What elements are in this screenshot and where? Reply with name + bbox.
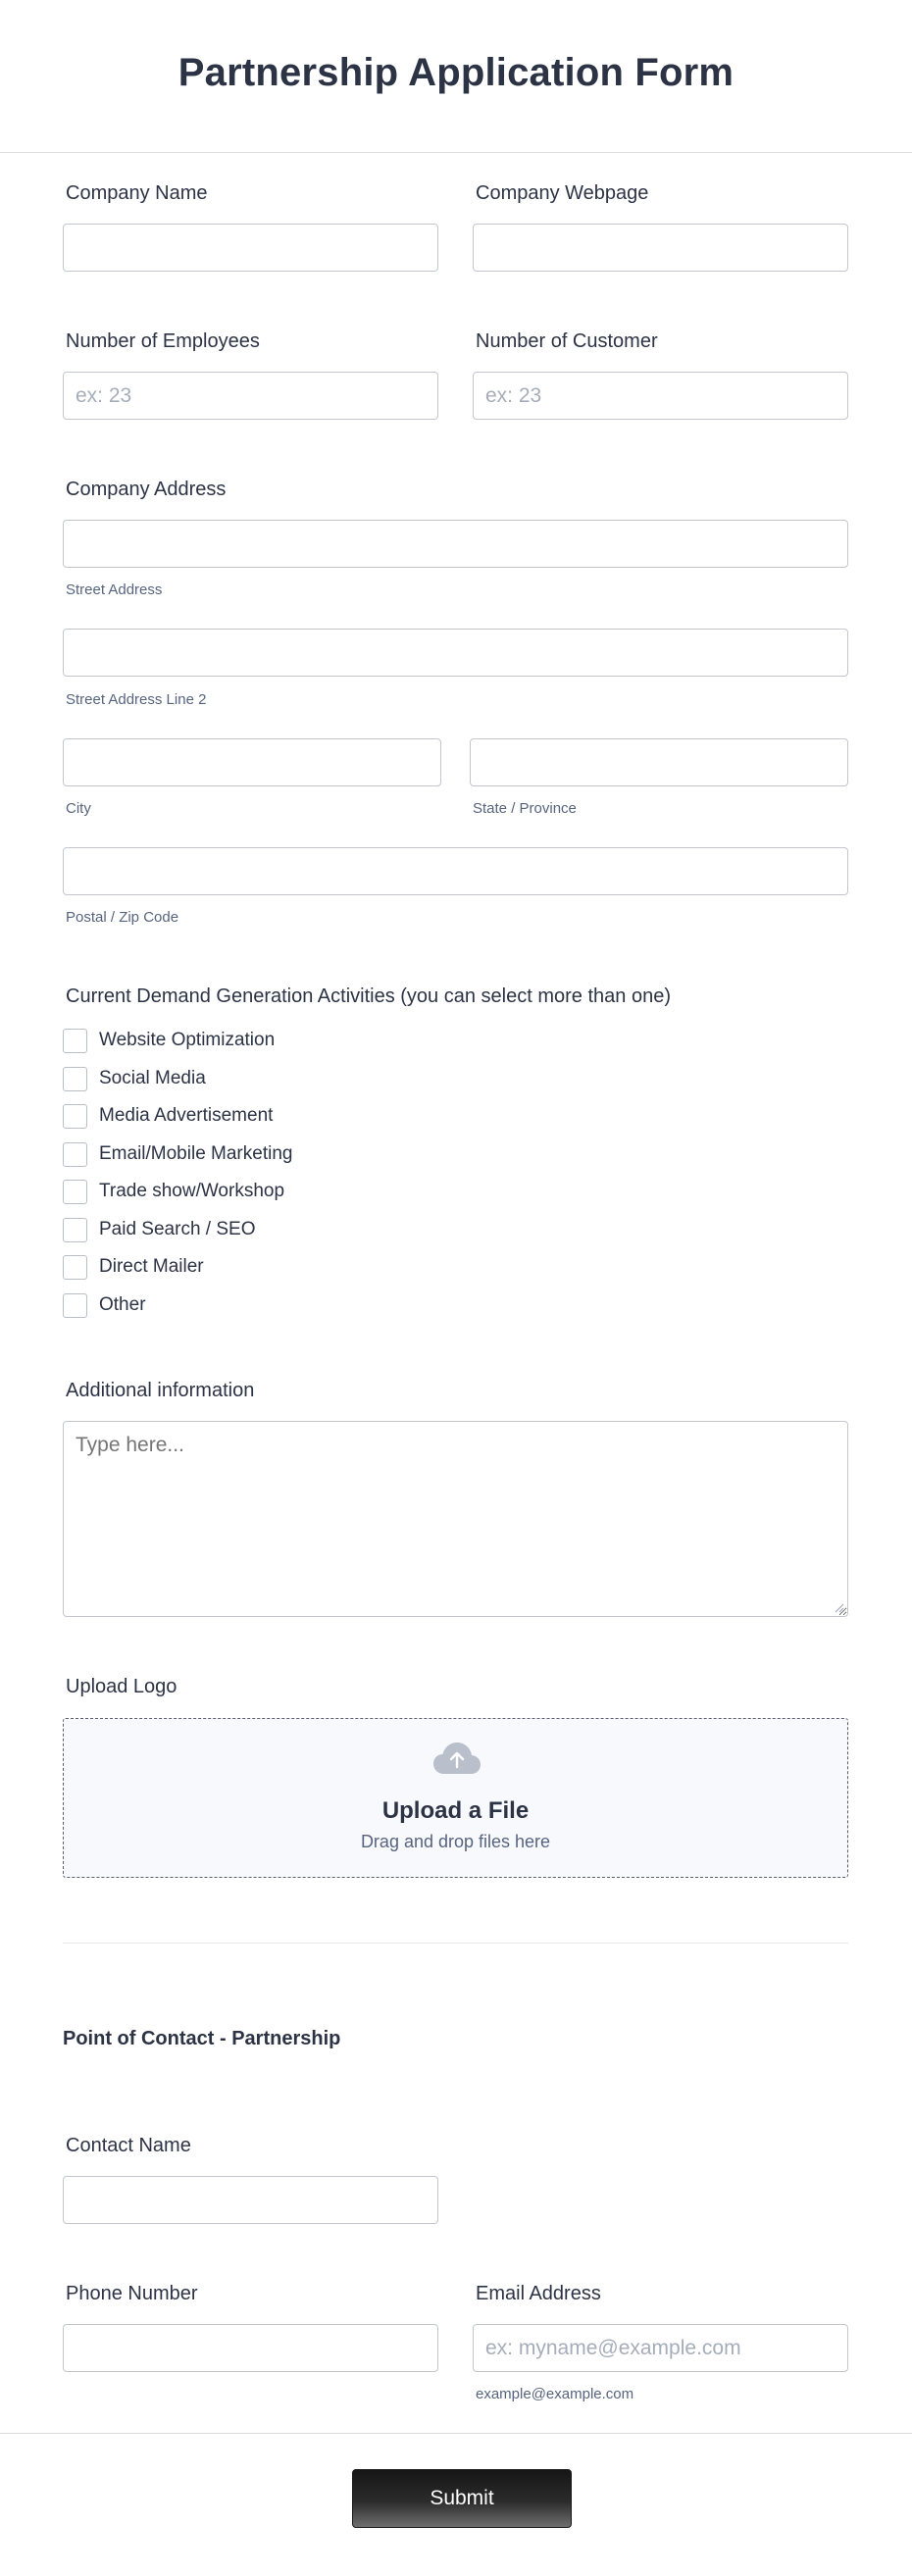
form-title: Partnership Application Form xyxy=(177,51,735,94)
email-address-label: Email Address xyxy=(476,2283,601,2304)
footer-divider xyxy=(0,2433,912,2434)
checkbox-label: Paid Search / SEO xyxy=(99,1219,256,1239)
checkbox[interactable] xyxy=(63,1180,87,1204)
checkbox[interactable] xyxy=(63,1067,87,1091)
checkbox-label: Trade show/Workshop xyxy=(99,1181,285,1201)
upload-subtitle: Drag and drop files here xyxy=(360,1832,551,1851)
checkbox[interactable] xyxy=(63,1293,87,1318)
street-address-sublabel: Street Address xyxy=(66,581,163,598)
checkbox[interactable] xyxy=(63,1104,87,1129)
phone-number-input[interactable] xyxy=(63,2324,438,2372)
state-province-sublabel: State / Province xyxy=(473,800,577,817)
checkbox-label: Email/Mobile Marketing xyxy=(99,1143,293,1164)
checkbox[interactable] xyxy=(63,1218,87,1242)
checkbox-label: Other xyxy=(99,1294,146,1315)
phone-number-label: Phone Number xyxy=(66,2283,198,2304)
checkbox[interactable] xyxy=(63,1255,87,1280)
company-name-input[interactable] xyxy=(63,224,438,272)
checkbox-option[interactable] xyxy=(63,1179,284,1204)
additional-info-textarea[interactable] xyxy=(63,1421,848,1617)
city-sublabel: City xyxy=(66,800,91,817)
checkbox[interactable] xyxy=(63,1142,87,1167)
checkbox[interactable] xyxy=(63,1029,87,1053)
num-employees-input[interactable] xyxy=(63,372,438,420)
num-customers-input[interactable] xyxy=(473,372,848,420)
street-address-input[interactable] xyxy=(63,520,848,568)
upload-title: Upload a File xyxy=(381,1797,530,1824)
checkbox-option[interactable] xyxy=(63,1254,204,1280)
postal-code-input[interactable] xyxy=(63,847,848,895)
company-name-label: Company Name xyxy=(66,182,208,204)
checkbox-label: Direct Mailer xyxy=(99,1256,204,1277)
resize-grip-icon[interactable] xyxy=(833,1601,844,1613)
checkbox-option[interactable] xyxy=(63,1217,255,1242)
contact-name-input[interactable] xyxy=(63,2176,438,2224)
street-address-line2-input[interactable] xyxy=(63,629,848,677)
checkbox-option[interactable] xyxy=(63,1028,275,1053)
checkbox-label: Social Media xyxy=(99,1068,206,1088)
section-divider xyxy=(63,1943,848,1944)
contact-section-title: Point of Contact - Partnership xyxy=(63,2028,341,2049)
email-address-input[interactable] xyxy=(473,2324,848,2372)
activities-label: Current Demand Generation Activities (you can select more than one) xyxy=(66,985,671,1007)
company-webpage-input[interactable] xyxy=(473,224,848,272)
checkbox-option[interactable] xyxy=(63,1103,273,1129)
file-upload-dropzone[interactable] xyxy=(63,1718,848,1878)
email-address-sublabel: example@example.com xyxy=(476,2386,634,2402)
company-webpage-label: Company Webpage xyxy=(476,182,649,204)
checkbox-option[interactable] xyxy=(63,1066,206,1091)
contact-name-label: Contact Name xyxy=(66,2135,191,2156)
checkbox-label: Website Optimization xyxy=(99,1030,276,1050)
upload-logo-label: Upload Logo xyxy=(66,1676,177,1697)
company-address-label: Company Address xyxy=(66,479,227,500)
checkbox-label: Media Advertisement xyxy=(99,1105,274,1126)
checkbox-option[interactable] xyxy=(63,1141,292,1167)
state-province-input[interactable] xyxy=(470,738,848,786)
additional-info-label: Additional information xyxy=(66,1380,255,1401)
submit-button[interactable]: Submit xyxy=(352,2469,572,2528)
form-header xyxy=(0,0,912,153)
cloud-upload-icon xyxy=(432,1741,481,1778)
postal-code-sublabel: Postal / Zip Code xyxy=(66,909,179,926)
num-employees-label: Number of Employees xyxy=(66,330,260,352)
city-input[interactable] xyxy=(63,738,441,786)
num-customers-label: Number of Customer xyxy=(476,330,658,352)
street-address-line2-sublabel: Street Address Line 2 xyxy=(66,691,207,708)
checkbox-option[interactable] xyxy=(63,1292,146,1318)
